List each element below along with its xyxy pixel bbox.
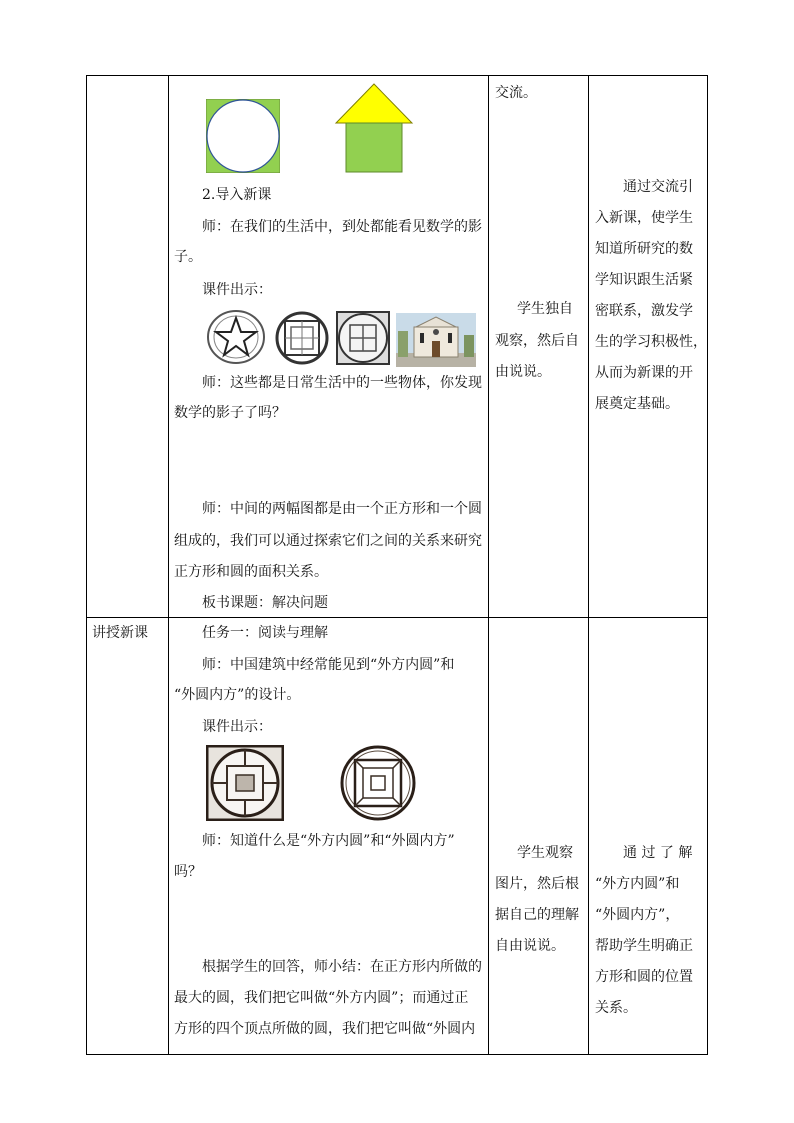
row-divider bbox=[86, 617, 708, 618]
circle-in-square-figure bbox=[206, 99, 280, 173]
church-building-image bbox=[396, 313, 476, 367]
table-border-right bbox=[707, 75, 708, 1055]
s1-p1-line2: 子。 bbox=[174, 249, 202, 265]
s1-courseware: 课件出示： bbox=[202, 282, 272, 298]
design-intent-b4: 帮助学生明确正 bbox=[595, 938, 693, 954]
design-intent-b2: “外方内圆”和 bbox=[595, 876, 680, 892]
student-activity-a1: 学生独自 bbox=[517, 301, 573, 317]
design-intent-a8: 展奠定基础。 bbox=[595, 396, 679, 412]
table-border-bottom bbox=[86, 1054, 708, 1055]
lesson-table bbox=[86, 75, 708, 1055]
table-divider-1 bbox=[168, 75, 169, 1055]
s1-board-title: 板书课题：解决问题 bbox=[202, 595, 328, 611]
design-intent-a4: 学知识跟生活紧 bbox=[595, 272, 693, 288]
table-border-left bbox=[86, 75, 87, 1055]
s2-p2-line1: 师：知道什么是“外方内圆”和“外圆内方” bbox=[202, 833, 455, 849]
s2-p2-line2: 吗？ bbox=[174, 864, 202, 880]
s1-p2-line2: 数学的影子了吗？ bbox=[174, 405, 286, 421]
design-intent-a7: 从而为新课的开 bbox=[595, 365, 693, 381]
s2-p3-line2: 最大的圆，我们把它叫做“外方内圆”；而通过正 bbox=[174, 990, 469, 1006]
s2-p3-line1: 根据学生的回答，师小结：在正方形内所做的 bbox=[202, 959, 482, 975]
student-activity-top: 交流。 bbox=[495, 85, 537, 101]
s1-p3-line1: 师：中间的两幅图都是由一个正方形和一个圆 bbox=[202, 501, 482, 517]
outer-circle-inner-square-image bbox=[340, 745, 416, 821]
design-intent-b5: 方形和圆的位置 bbox=[595, 969, 693, 985]
s2-p1-line1: 师：中国建筑中经常能见到“外方内圆”和 bbox=[202, 657, 455, 673]
student-activity-b4: 自由说说。 bbox=[495, 938, 565, 954]
outer-square-inner-circle-image bbox=[206, 745, 284, 821]
table-divider-2 bbox=[488, 75, 489, 1055]
circle-in-square-lattice-image bbox=[336, 311, 390, 365]
design-intent-a6: 生的学习积极性， bbox=[595, 334, 707, 350]
s2-courseware: 课件出示： bbox=[202, 719, 272, 735]
s1-heading: 2.导入新课 bbox=[202, 187, 272, 203]
table-border-top bbox=[86, 75, 708, 76]
s1-p1-line1: 师：在我们的生活中，到处都能看见数学的影 bbox=[202, 219, 482, 235]
design-intent-a3: 知道所研究的数 bbox=[595, 241, 693, 257]
s2-p3-line3: 方形的四个顶点所做的圆，我们把它叫做“外圆内 bbox=[174, 1021, 476, 1037]
student-activity-b2: 图片，然后根 bbox=[495, 876, 579, 892]
student-activity-a3: 由说说。 bbox=[495, 364, 551, 380]
pentagram-emblem-image bbox=[206, 309, 266, 365]
table-divider-3 bbox=[588, 75, 589, 1055]
house-shape-figure bbox=[334, 83, 414, 173]
section-label-teaching: 讲授新课 bbox=[92, 625, 148, 641]
s2-p1-line2: “外圆内方”的设计。 bbox=[174, 687, 301, 703]
student-activity-b1: 学生观察 bbox=[517, 845, 573, 861]
design-intent-a1: 通过交流引 bbox=[623, 179, 693, 195]
square-in-circle-image bbox=[275, 311, 329, 365]
student-activity-a2: 观察，然后自 bbox=[495, 333, 579, 349]
s1-p3-line2: 组成的，我们可以通过探索它们之间的关系来研究 bbox=[174, 533, 482, 549]
design-intent-a2: 入新课，使学生 bbox=[595, 210, 693, 226]
design-intent-b1: 通 过 了 解 bbox=[623, 845, 693, 861]
design-intent-b3: “外圆内方”， bbox=[595, 907, 680, 923]
design-intent-a5: 密联系，激发学 bbox=[595, 303, 693, 319]
design-intent-b6: 关系。 bbox=[595, 1000, 637, 1016]
s1-p2-line1: 师：这些都是日常生活中的一些物体，你发现 bbox=[202, 375, 482, 391]
s2-task: 任务一：阅读与理解 bbox=[202, 625, 328, 641]
s1-p3-line3: 正方形和圆的面积关系。 bbox=[174, 564, 328, 580]
student-activity-b3: 据自己的理解 bbox=[495, 907, 579, 923]
